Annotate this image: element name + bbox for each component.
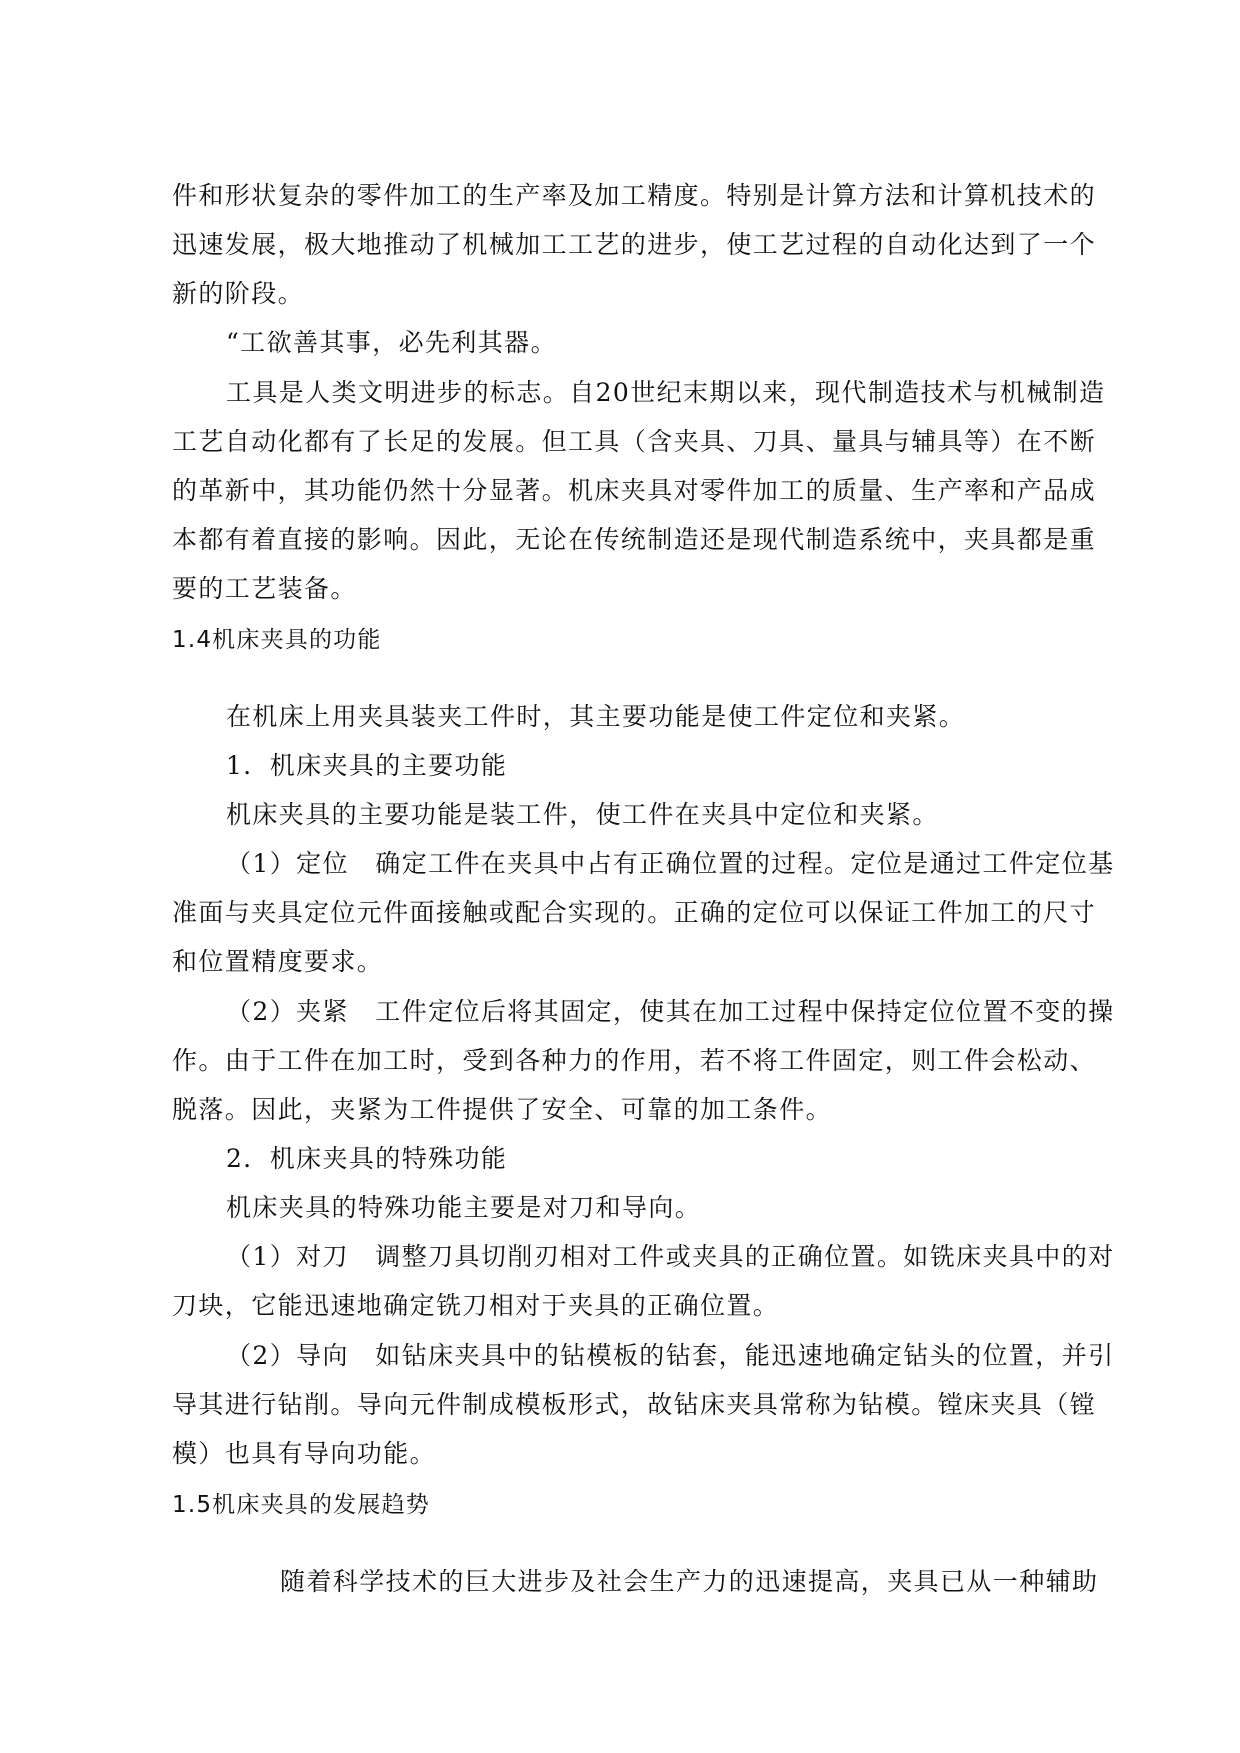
paragraph-line: 工艺自动化都有了长足的发展。但工具（含夹具、刀具、量具与辅具等）在不断	[172, 427, 1097, 456]
list-item-line: 和位置精度要求。	[172, 947, 384, 976]
list-item-line: （1）定位 确定工件在夹具中占有正确位置的过程。定位是通过工件定位基	[226, 849, 1115, 878]
paragraph-line: 本都有着直接的影响。因此，无论在传统制造还是现代制造系统中，夹具都是重	[172, 525, 1097, 554]
quote-line: “工欲善其事，必先利其器。	[226, 328, 557, 357]
list-item-line: 脱落。因此，夹紧为工件提供了安全、可靠的加工条件。	[172, 1095, 833, 1124]
paragraph-line: 在机床上用夹具装夹工件时，其主要功能是使工件定位和夹紧。	[226, 702, 966, 731]
paragraph-line: 工具是人类文明进步的标志。自20世纪末期以来，现代制造技术与机械制造	[226, 378, 1106, 407]
list-item-line: （2）夹紧 工件定位后将其固定，使其在加工过程中保持定位位置不变的操	[226, 997, 1115, 1026]
paragraph-line: 机床夹具的特殊功能主要是对刀和导向。	[226, 1193, 702, 1222]
list-item-line: 准面与夹具定位元件面接触或配合实现的。正确的定位可以保证工件加工的尺寸	[172, 898, 1097, 927]
paragraph-line: 机床夹具的主要功能是装工件，使工件在夹具中定位和夹紧。	[226, 800, 939, 829]
list-item-line: 模）也具有导向功能。	[172, 1439, 437, 1468]
paragraph-line: 件和形状复杂的零件加工的生产率及加工精度。特别是计算方法和计算机技术的	[172, 181, 1097, 210]
paragraph-line: 迅速发展，极大地推动了机械加工工艺的进步，使工艺过程的自动化达到了一个	[172, 230, 1097, 259]
paragraph-line: 的革新中，其功能仍然十分显著。机床夹具对零件加工的质量、生产率和产品成	[172, 476, 1097, 505]
section-heading: 1.4机床夹具的功能	[172, 627, 382, 653]
paragraph-line: 要的工艺装备。	[172, 574, 357, 603]
list-item-line: 刀块，它能迅速地确定铣刀相对于夹具的正确位置。	[172, 1291, 780, 1320]
subsection-title: 1．机床夹具的主要功能	[226, 751, 508, 780]
list-item-line: 导其进行钻削。导向元件制成模板形式，故钻床夹具常称为钻模。镗床夹具（镗	[172, 1390, 1097, 1419]
section-heading: 1.5机床夹具的发展趋势	[172, 1492, 430, 1518]
paragraph-line: 随着科学技术的巨大进步及社会生产力的迅速提高，夹具已从一种辅助	[280, 1567, 1099, 1596]
paragraph-line: 新的阶段。	[172, 279, 305, 308]
list-item-line: 作。由于工件在加工时，受到各种力的作用，若不将工件固定，则工件会松动、	[172, 1046, 1097, 1075]
list-item-line: （2）导向 如钻床夹具中的钻模板的钻套，能迅速地确定钻头的位置，并引	[226, 1341, 1115, 1370]
subsection-title: 2．机床夹具的特殊功能	[226, 1144, 508, 1173]
list-item-line: （1）对刀 调整刀具切削刃相对工件或夹具的正确位置。如铣床夹具中的对	[226, 1242, 1115, 1271]
